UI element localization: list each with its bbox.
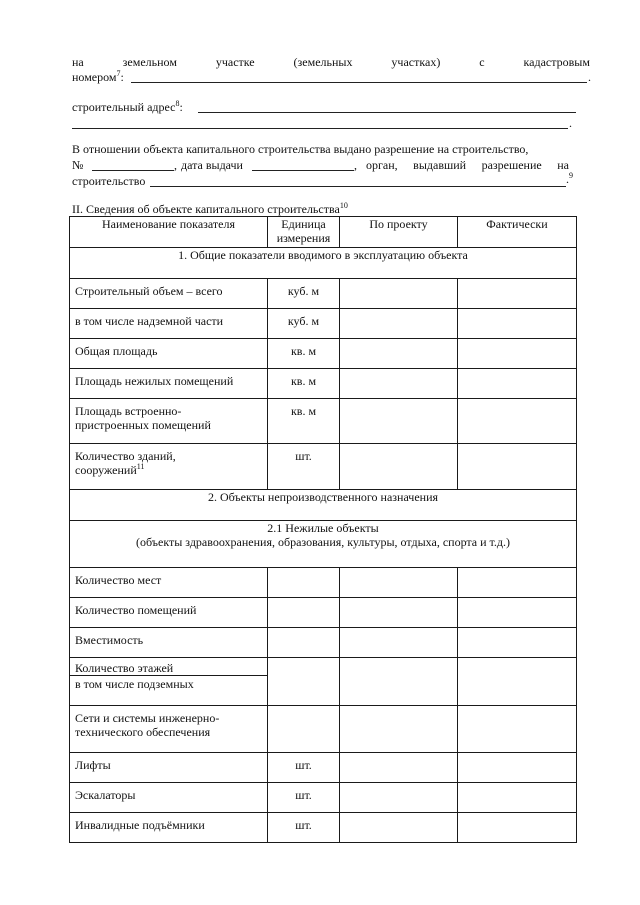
footnote-ref: 8 [175,99,180,108]
address-line-1[interactable] [198,112,576,113]
row-label: Площадь нежилых помещений [70,369,268,399]
group-title: 1. Общие показатели вводимого в эксплуатацию объекта [70,248,577,279]
row-label: Сети и системы инженерно-технического обеспечения [70,706,268,753]
address-label: строительный адрес$^8$: [72,99,183,114]
subgroup-subtitle: (объекты здравоохранения, образования, культуры, отдыха, спорта и т.д.) [135,535,510,549]
header-word: с [479,55,485,69]
project-value-cell[interactable] [340,369,458,399]
project-value-cell[interactable] [340,813,458,843]
table-row [70,399,577,444]
row-unit [268,568,340,598]
group-title: 2. Объекты непроизводственного назначения [70,490,577,521]
column-header: Наименование показателя [70,217,268,248]
actual-value-cell[interactable] [458,783,577,813]
cadastral-label: номером$^7$: [72,69,124,84]
project-value-cell[interactable] [340,658,458,706]
column-header: Единица измерения [268,217,340,248]
cadastral-number-line[interactable] [131,82,587,83]
actual-value-cell[interactable] [458,279,577,309]
row-unit: шт. [268,783,340,813]
row-unit: куб. м [268,279,340,309]
group-title-row [70,248,577,279]
project-value-cell[interactable] [340,598,458,628]
row-unit: шт. [268,753,340,783]
project-value-cell[interactable] [340,783,458,813]
row-label: Количество мест [70,568,268,598]
permit-org-line[interactable] [150,186,566,187]
table-row [70,568,577,598]
table-row [70,369,577,399]
actual-value-cell[interactable] [458,658,577,706]
row-label: Строительный объем – всего [70,279,268,309]
row-unit: кв. м [268,399,340,444]
row-label: Количество зданий, сооружений$^{11}$ [70,444,268,490]
table-row [70,309,577,339]
row-label: Количество этажей [70,658,268,676]
permit-line-3-label: строительство [72,174,146,188]
group-title-row [70,490,577,521]
table-row [70,444,577,490]
actual-value-cell[interactable] [458,399,577,444]
project-value-cell[interactable] [340,399,458,444]
header-word: на [72,55,84,69]
row-unit: кв. м [268,369,340,399]
row-label: Лифты [70,753,268,783]
actual-value-cell[interactable] [458,444,577,490]
table-row [70,628,577,658]
header-word: земельном [122,55,177,69]
row-label: Инвалидные подъёмники [70,813,268,843]
row-label: Общая площадь [70,339,268,369]
row-label: Эскалаторы [70,783,268,813]
project-value-cell[interactable] [340,753,458,783]
table-header-row [70,217,577,248]
row-unit: кв. м [268,339,340,369]
permit-line-1: В отношении объекта капитального строительства выдано разрешение на строительство, [72,142,529,156]
project-value-cell[interactable] [340,309,458,339]
row-label: в том числе подземных [70,676,268,706]
row-label: Вместимость [70,628,268,658]
table-row [70,783,577,813]
actual-value-cell[interactable] [458,628,577,658]
row-label: Количество помещений [70,598,268,628]
header-word: кадастровым [523,55,590,69]
project-value-cell[interactable] [340,706,458,753]
table-row [70,658,577,676]
actual-value-cell[interactable] [458,369,577,399]
footnote-ref: 10 [339,201,348,210]
project-value-cell[interactable] [340,339,458,369]
subgroup-title [70,521,577,568]
subgroup-title-text: 2.1 Нежилые объекты [267,521,379,535]
actual-value-cell[interactable] [458,598,577,628]
footnote-ref: 9 [569,171,573,180]
actual-value-cell[interactable] [458,753,577,783]
subgroup-title-row [70,521,577,568]
permit-date-line[interactable] [252,170,354,171]
table-row [70,706,577,753]
object-info-table [69,216,577,843]
header-line-1 [72,55,590,69]
table-row [70,753,577,783]
section-title: II. Сведения об объекте капитального строительства$^{10}$ [72,201,348,216]
row-label: Площадь встроенно-пристроенных помещений [70,399,268,444]
project-value-cell[interactable] [340,444,458,490]
footnote-ref: 11 [136,462,145,471]
row-unit: шт. [268,813,340,843]
table-row [70,339,577,369]
actual-value-cell[interactable] [458,339,577,369]
permit-org-words: орган, выдавший разрешение на [366,158,569,172]
row-unit [268,658,340,706]
header-word: (земельных [293,55,353,69]
permit-number-line[interactable] [92,170,174,171]
footnote-ref: 7 [116,69,121,78]
project-value-cell[interactable] [340,628,458,658]
row-unit: шт. [268,444,340,490]
actual-value-cell[interactable] [458,309,577,339]
header-word: участке [215,55,255,69]
column-header: По проекту [340,217,458,248]
actual-value-cell[interactable] [458,706,577,753]
address-line-2[interactable] [72,128,568,129]
row-unit: куб. м [268,309,340,339]
table-row [70,598,577,628]
row-unit [268,598,340,628]
actual-value-cell[interactable] [458,813,577,843]
row-unit [268,628,340,658]
column-header: Фактически [458,217,577,248]
project-value-cell[interactable] [340,568,458,598]
header-word: участках) [391,55,441,69]
permit-date-label: дата выдачи [181,158,243,172]
project-value-cell[interactable] [340,279,458,309]
actual-value-cell[interactable] [458,568,577,598]
table-row [70,279,577,309]
permit-number-label: № [72,158,84,172]
row-unit [268,706,340,753]
row-label: в том числе надземной части [70,309,268,339]
table-row [70,813,577,843]
